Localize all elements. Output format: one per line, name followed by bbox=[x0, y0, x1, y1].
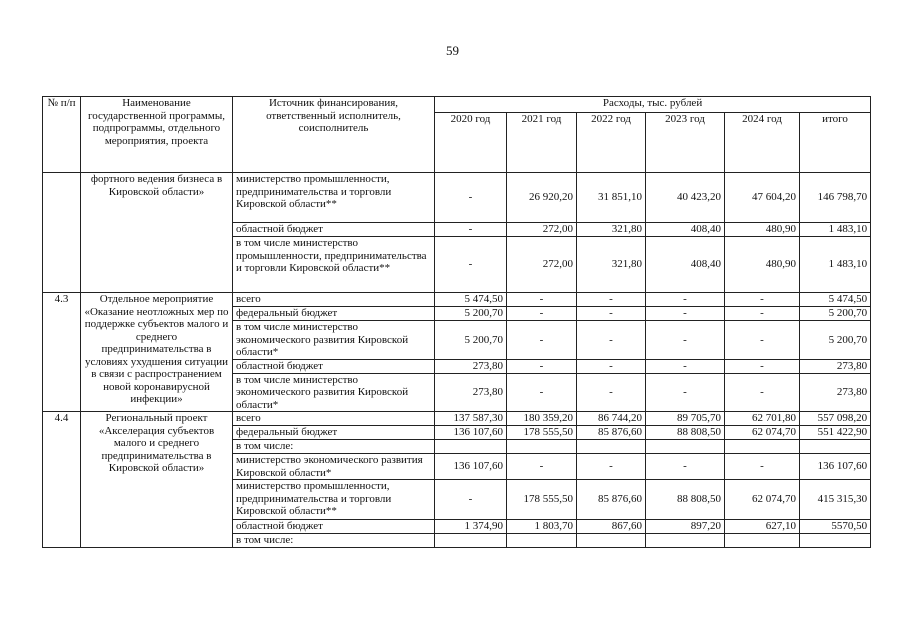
funding-source: министерство промышленности, предпринимательства и торговли Кировской области** bbox=[233, 173, 435, 223]
year-value: 137 587,30 bbox=[435, 412, 507, 426]
year-value: 88 808,50 bbox=[646, 480, 725, 520]
year-value: - bbox=[577, 307, 646, 321]
year-value: 321,80 bbox=[577, 237, 646, 293]
year-value: 5 200,70 bbox=[435, 307, 507, 321]
header-name: Наименование государственной программы, подпрограммы, отдельного мероприятия, проекта bbox=[81, 97, 233, 173]
total-value: 5 200,70 bbox=[800, 321, 871, 360]
year-value: 480,90 bbox=[725, 237, 800, 293]
page-number: 59 bbox=[446, 43, 459, 58]
funding-source: министерство промышленности, предпринимательства и торговли Кировской области** bbox=[233, 480, 435, 520]
funding-source: в том числе министерство экономического развития Кировской области* bbox=[233, 321, 435, 360]
header-year: 2020 год bbox=[435, 113, 507, 173]
year-value: - bbox=[725, 454, 800, 480]
header-year: 2024 год bbox=[725, 113, 800, 173]
year-value: 321,80 bbox=[577, 223, 646, 237]
year-value: 178 555,50 bbox=[507, 480, 577, 520]
funding-source: федеральный бюджет bbox=[233, 307, 435, 321]
year-value: 5 474,50 bbox=[435, 293, 507, 307]
year-value: - bbox=[435, 480, 507, 520]
year-value: - bbox=[507, 307, 577, 321]
year-value: - bbox=[646, 321, 725, 360]
header-year: 2022 год bbox=[577, 113, 646, 173]
total-value: 146 798,70 bbox=[800, 173, 871, 223]
total-value: 273,80 bbox=[800, 359, 871, 373]
year-value: - bbox=[646, 307, 725, 321]
year-value bbox=[646, 440, 725, 454]
year-value: 26 920,20 bbox=[507, 173, 577, 223]
year-value: - bbox=[435, 237, 507, 293]
funding-source: всего bbox=[233, 293, 435, 307]
year-value bbox=[507, 440, 577, 454]
year-value: 273,80 bbox=[435, 373, 507, 412]
year-value: 62 074,70 bbox=[725, 426, 800, 440]
year-value: 88 808,50 bbox=[646, 426, 725, 440]
total-value bbox=[800, 534, 871, 548]
year-value bbox=[725, 534, 800, 548]
row-number: 4.3 bbox=[43, 293, 81, 412]
year-value: - bbox=[646, 359, 725, 373]
funding-source: всего bbox=[233, 412, 435, 426]
year-value: 408,40 bbox=[646, 223, 725, 237]
year-value: 5 200,70 bbox=[435, 321, 507, 360]
year-value: 272,00 bbox=[507, 223, 577, 237]
year-value: - bbox=[646, 293, 725, 307]
year-value bbox=[577, 440, 646, 454]
year-value: 180 359,20 bbox=[507, 412, 577, 426]
year-value bbox=[725, 440, 800, 454]
year-value: - bbox=[577, 373, 646, 412]
total-value: 557 098,20 bbox=[800, 412, 871, 426]
year-value: - bbox=[577, 454, 646, 480]
year-value: 89 705,70 bbox=[646, 412, 725, 426]
funding-source: министерство экономического развития Кировской области* bbox=[233, 454, 435, 480]
header-expenses: Расходы, тыс. рублей bbox=[435, 97, 871, 113]
year-value bbox=[577, 534, 646, 548]
year-value: - bbox=[435, 173, 507, 223]
year-value bbox=[435, 440, 507, 454]
program-name: Отдельное мероприятие «Оказание неотложных мер по поддержке субъектов малого и среднего предпринимательства в условиях ухудшения ситуации в связи с распространением новой коронавирусной инфекции» bbox=[81, 293, 233, 412]
header-year: 2023 год bbox=[646, 113, 725, 173]
year-value: 273,80 bbox=[435, 359, 507, 373]
year-value: 62 701,80 bbox=[725, 412, 800, 426]
total-value bbox=[800, 440, 871, 454]
year-value: 136 107,60 bbox=[435, 426, 507, 440]
funding-source: в том числе министерство экономического развития Кировской области* bbox=[233, 373, 435, 412]
total-value: 5 474,50 bbox=[800, 293, 871, 307]
table-row bbox=[43, 412, 871, 426]
total-value: 5570,50 bbox=[800, 520, 871, 534]
total-value: 1 483,10 bbox=[800, 223, 871, 237]
row-number: 4.4 bbox=[43, 412, 81, 548]
year-value: 867,60 bbox=[577, 520, 646, 534]
year-value: 40 423,20 bbox=[646, 173, 725, 223]
year-value: 86 744,20 bbox=[577, 412, 646, 426]
year-value: 85 876,60 bbox=[577, 480, 646, 520]
financing-table bbox=[42, 96, 871, 548]
table-row bbox=[43, 293, 871, 307]
year-value: 178 555,50 bbox=[507, 426, 577, 440]
year-value: 85 876,60 bbox=[577, 426, 646, 440]
year-value: - bbox=[435, 223, 507, 237]
year-value: - bbox=[577, 321, 646, 360]
header-year: 2021 год bbox=[507, 113, 577, 173]
year-value: 1 374,90 bbox=[435, 520, 507, 534]
program-name: Региональный проект «Акселерация субъектов малого и среднего предпринимательства в Кировской области» bbox=[81, 412, 233, 548]
total-value: 415 315,30 bbox=[800, 480, 871, 520]
year-value: 897,20 bbox=[646, 520, 725, 534]
funding-source: в том числе министерство промышленности, предпринимательства и торговли Кировской области** bbox=[233, 237, 435, 293]
funding-source: в том числе: bbox=[233, 534, 435, 548]
year-value: 408,40 bbox=[646, 237, 725, 293]
year-value: - bbox=[507, 359, 577, 373]
header-source: Источник финансирования, ответственный исполнитель, соисполнитель bbox=[233, 97, 435, 173]
year-value bbox=[435, 534, 507, 548]
funding-source: в том числе: bbox=[233, 440, 435, 454]
year-value: - bbox=[577, 359, 646, 373]
year-value: 62 074,70 bbox=[725, 480, 800, 520]
year-value: 480,90 bbox=[725, 223, 800, 237]
funding-source: федеральный бюджет bbox=[233, 426, 435, 440]
year-value: 136 107,60 bbox=[435, 454, 507, 480]
header-num: № п/п bbox=[43, 97, 81, 173]
header-total: итого bbox=[800, 113, 871, 173]
year-value: 31 851,10 bbox=[577, 173, 646, 223]
year-value: 272,00 bbox=[507, 237, 577, 293]
total-value: 551 422,90 bbox=[800, 426, 871, 440]
funding-source: областной бюджет bbox=[233, 359, 435, 373]
total-value: 273,80 bbox=[800, 373, 871, 412]
funding-source: областной бюджет bbox=[233, 520, 435, 534]
year-value: - bbox=[646, 454, 725, 480]
year-value: 1 803,70 bbox=[507, 520, 577, 534]
year-value: - bbox=[507, 373, 577, 412]
year-value: - bbox=[507, 293, 577, 307]
year-value: - bbox=[507, 454, 577, 480]
year-value: - bbox=[507, 321, 577, 360]
total-value: 5 200,70 bbox=[800, 307, 871, 321]
year-value: - bbox=[725, 293, 800, 307]
year-value bbox=[646, 534, 725, 548]
year-value: - bbox=[725, 373, 800, 412]
funding-source: областной бюджет bbox=[233, 223, 435, 237]
year-value: - bbox=[577, 293, 646, 307]
total-value: 1 483,10 bbox=[800, 237, 871, 293]
year-value: 47 604,20 bbox=[725, 173, 800, 223]
row-number bbox=[43, 173, 81, 293]
year-value: 627,10 bbox=[725, 520, 800, 534]
year-value: - bbox=[646, 373, 725, 412]
year-value: - bbox=[725, 307, 800, 321]
program-name: фортного ведения бизнеса в Кировской области» bbox=[81, 173, 233, 293]
year-value: - bbox=[725, 359, 800, 373]
total-value: 136 107,60 bbox=[800, 454, 871, 480]
year-value: - bbox=[725, 321, 800, 360]
year-value bbox=[507, 534, 577, 548]
table-row bbox=[43, 173, 871, 223]
